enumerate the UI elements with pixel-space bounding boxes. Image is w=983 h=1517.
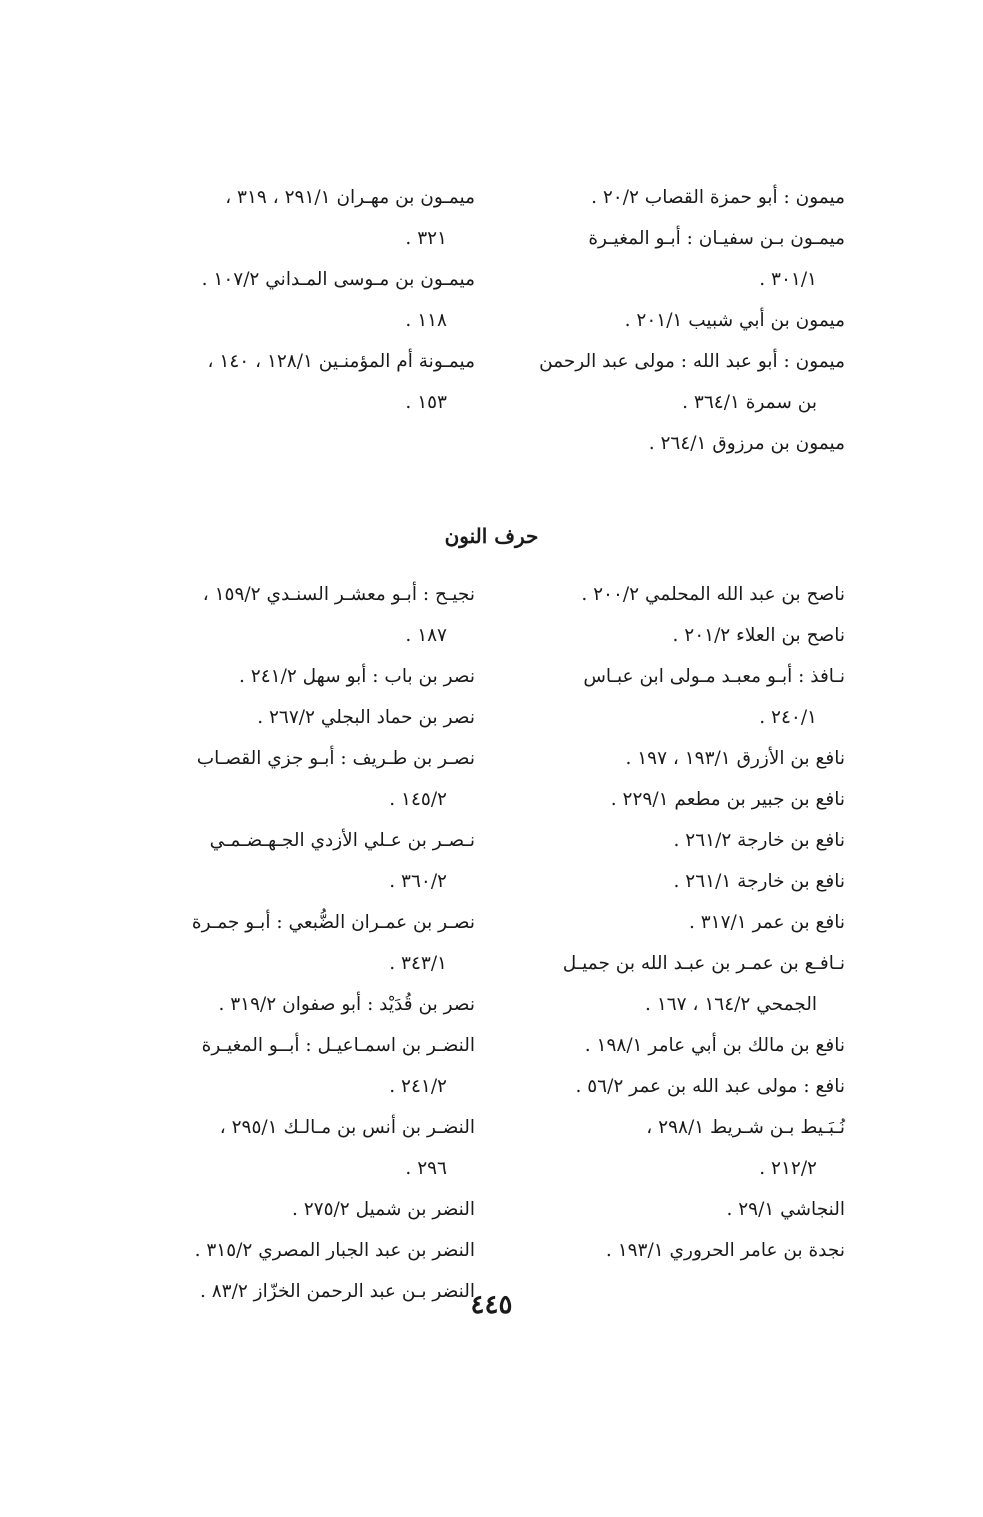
entry-continuation: ٣٠١/١ . — [759, 269, 817, 290]
entry-continuation: ١٤٥/٢ . — [389, 789, 447, 810]
entry-continuation: ٣٢١ . — [405, 228, 447, 249]
index-entry — [520, 423, 845, 464]
page-number: ٤٤٥ — [470, 1290, 513, 1320]
entry-text: نصـر بن عمـران الضُّبعي : أبـو جمـرة — [191, 912, 475, 933]
entry-text: نـافـع بن عمـر بن عبـد الله بن جميـل — [562, 953, 845, 974]
index-entry — [145, 697, 475, 738]
entry-continuation: ٣٤٣/١ . — [389, 953, 447, 974]
entry-text: نافع بن عمر ٣١٧/١ . — [688, 912, 845, 933]
index-entry — [520, 902, 845, 943]
index-entry — [520, 1066, 845, 1107]
index-entry — [520, 1107, 845, 1189]
index-entry — [145, 1107, 475, 1189]
entry-continuation: ١٨٧ . — [405, 625, 447, 646]
index-entry — [520, 1230, 845, 1271]
index-entry — [145, 177, 475, 259]
entry-text: النضر بـن عبد الرحمن الخزّاز ٨٣/٢ . — [199, 1281, 475, 1302]
index-entry — [145, 1025, 475, 1107]
index-entry — [520, 943, 845, 1025]
entry-text: نُـبَـيط بـن شـريط ٢٩٨/١ ، — [646, 1117, 845, 1138]
entry-text: نصر بن حماد البجلي ٢٦٧/٢ . — [257, 707, 475, 728]
entry-text: ميمـونة أم المؤمنـين ١٢٨/١ ، ١٤٠ ، — [207, 351, 475, 372]
entry-text: نافع بن خارجة ٢٦١/١ . — [673, 871, 845, 892]
entry-text: ميمون بن أبي شبيب ٢٠١/١ . — [624, 310, 845, 331]
index-entry — [145, 902, 475, 984]
index-entry — [520, 300, 845, 341]
entry-text: نـصـر بن عـلي الأزدي الجـهـضـمـي — [209, 830, 475, 851]
entry-continuation: الجمحي ١٦٤/٢ ، ١٦٧ . — [645, 994, 817, 1015]
entry-text: ميمون بن مرزوق ٢٦٤/١ . — [648, 433, 845, 454]
entry-text: النضـر بن أنس بن مـالـك ٢٩٥/١ ، — [219, 1117, 475, 1138]
entry-continuation: ١٥٣ . — [405, 392, 447, 413]
entry-continuation: بن سمرة ٣٦٤/١ . — [682, 392, 817, 413]
entry-text: ناصح بن العلاء ٢٠١/٢ . — [672, 625, 845, 646]
entry-continuation: ٢١٢/٢ . — [759, 1158, 817, 1179]
index-entry — [520, 738, 845, 779]
entry-text: ميمـون بن مهـران ٢٩١/١ ، ٣١٩ ، — [225, 187, 475, 208]
index-entry — [145, 738, 475, 820]
index-entry — [145, 574, 475, 656]
entry-text: ميمـون بن مـوسى المـداني ١٠٧/٢ . — [201, 269, 475, 290]
section-heading: حرف النون — [444, 524, 539, 548]
index-entry — [145, 820, 475, 902]
index-entry — [520, 574, 845, 615]
entry-text: نصـر بن طـريف : أبـو جزي القصـاب — [196, 748, 475, 769]
index-entry — [145, 1189, 475, 1230]
index-entry — [520, 341, 845, 423]
entry-continuation: ٢٤١/٢ . — [389, 1076, 447, 1097]
entry-text: نجدة بن عامر الحروري ١٩٣/١ . — [605, 1240, 845, 1261]
entry-text: ميمون : أبو حمزة القصاب ٢٠/٢ . — [591, 187, 845, 208]
index-entry — [145, 341, 475, 423]
entry-text: نصر بن باب : أبو سهل ٢٤١/٢ . — [239, 666, 475, 687]
index-entry — [520, 615, 845, 656]
index-entry — [520, 1025, 845, 1066]
entry-text: نافع بن الأزرق ١٩٣/١ ، ١٩٧ . — [625, 748, 845, 769]
entry-text: نافع بن جبير بن مطعم ٢٢٩/١ . — [610, 789, 845, 810]
entry-text: نافع بن مالك بن أبي عامر ١٩٨/١ . — [584, 1035, 845, 1056]
entry-text: نافع : مولى عبد الله بن عمر ٥٦/٢ . — [575, 1076, 845, 1097]
nun-right-column — [520, 574, 845, 1271]
entry-text: النضر بن شميل ٢٧٥/٢ . — [291, 1199, 475, 1220]
index-entry — [520, 218, 845, 300]
index-entry — [520, 656, 845, 738]
entry-text: نافع بن خارجة ٢٦١/٢ . — [673, 830, 845, 851]
index-entry — [145, 1230, 475, 1271]
entry-text: نصر بن قُدَيْد : أبو صفوان ٣١٩/٢ . — [218, 994, 475, 1015]
index-entry — [520, 1189, 845, 1230]
entry-continuation: ٣٦٠/٢ . — [389, 871, 447, 892]
entry-text: نجيـح : أبـو معشـر السنـدي ١٥٩/٢ ، — [202, 584, 475, 605]
nun-left-column — [145, 574, 475, 1312]
index-entry — [145, 984, 475, 1025]
mim-left-column — [145, 177, 475, 423]
entry-text: النجاشي ٢٩/١ . — [726, 1199, 845, 1220]
entry-text: النضر بن عبد الجبار المصري ٣١٥/٢ . — [194, 1240, 475, 1261]
index-entry — [520, 177, 845, 218]
entry-text: النضـر بن اسمـاعيـل : أبــو المغيـرة — [201, 1035, 475, 1056]
entry-text: ناصح بن عبد الله المحلمي ٢٠٠/٢ . — [581, 584, 845, 605]
index-entry — [520, 779, 845, 820]
mim-right-column — [520, 177, 845, 464]
entry-text: ميمـون بـن سفيـان : أبـو المغيـرة — [588, 228, 845, 249]
entry-continuation: ١١٨ . — [405, 310, 447, 331]
index-entry — [145, 259, 475, 341]
entry-continuation: ٢٤٠/١ . — [759, 707, 817, 728]
index-entry — [145, 656, 475, 697]
index-entry — [520, 861, 845, 902]
index-entry — [520, 820, 845, 861]
entry-text: نـافذ : أبـو معبـد مـولى ابن عبـاس — [583, 666, 845, 687]
entry-text: ميمون : أبو عبد الله : مولى عبد الرحمن — [539, 351, 845, 372]
entry-continuation: ٢٩٦ . — [405, 1158, 447, 1179]
